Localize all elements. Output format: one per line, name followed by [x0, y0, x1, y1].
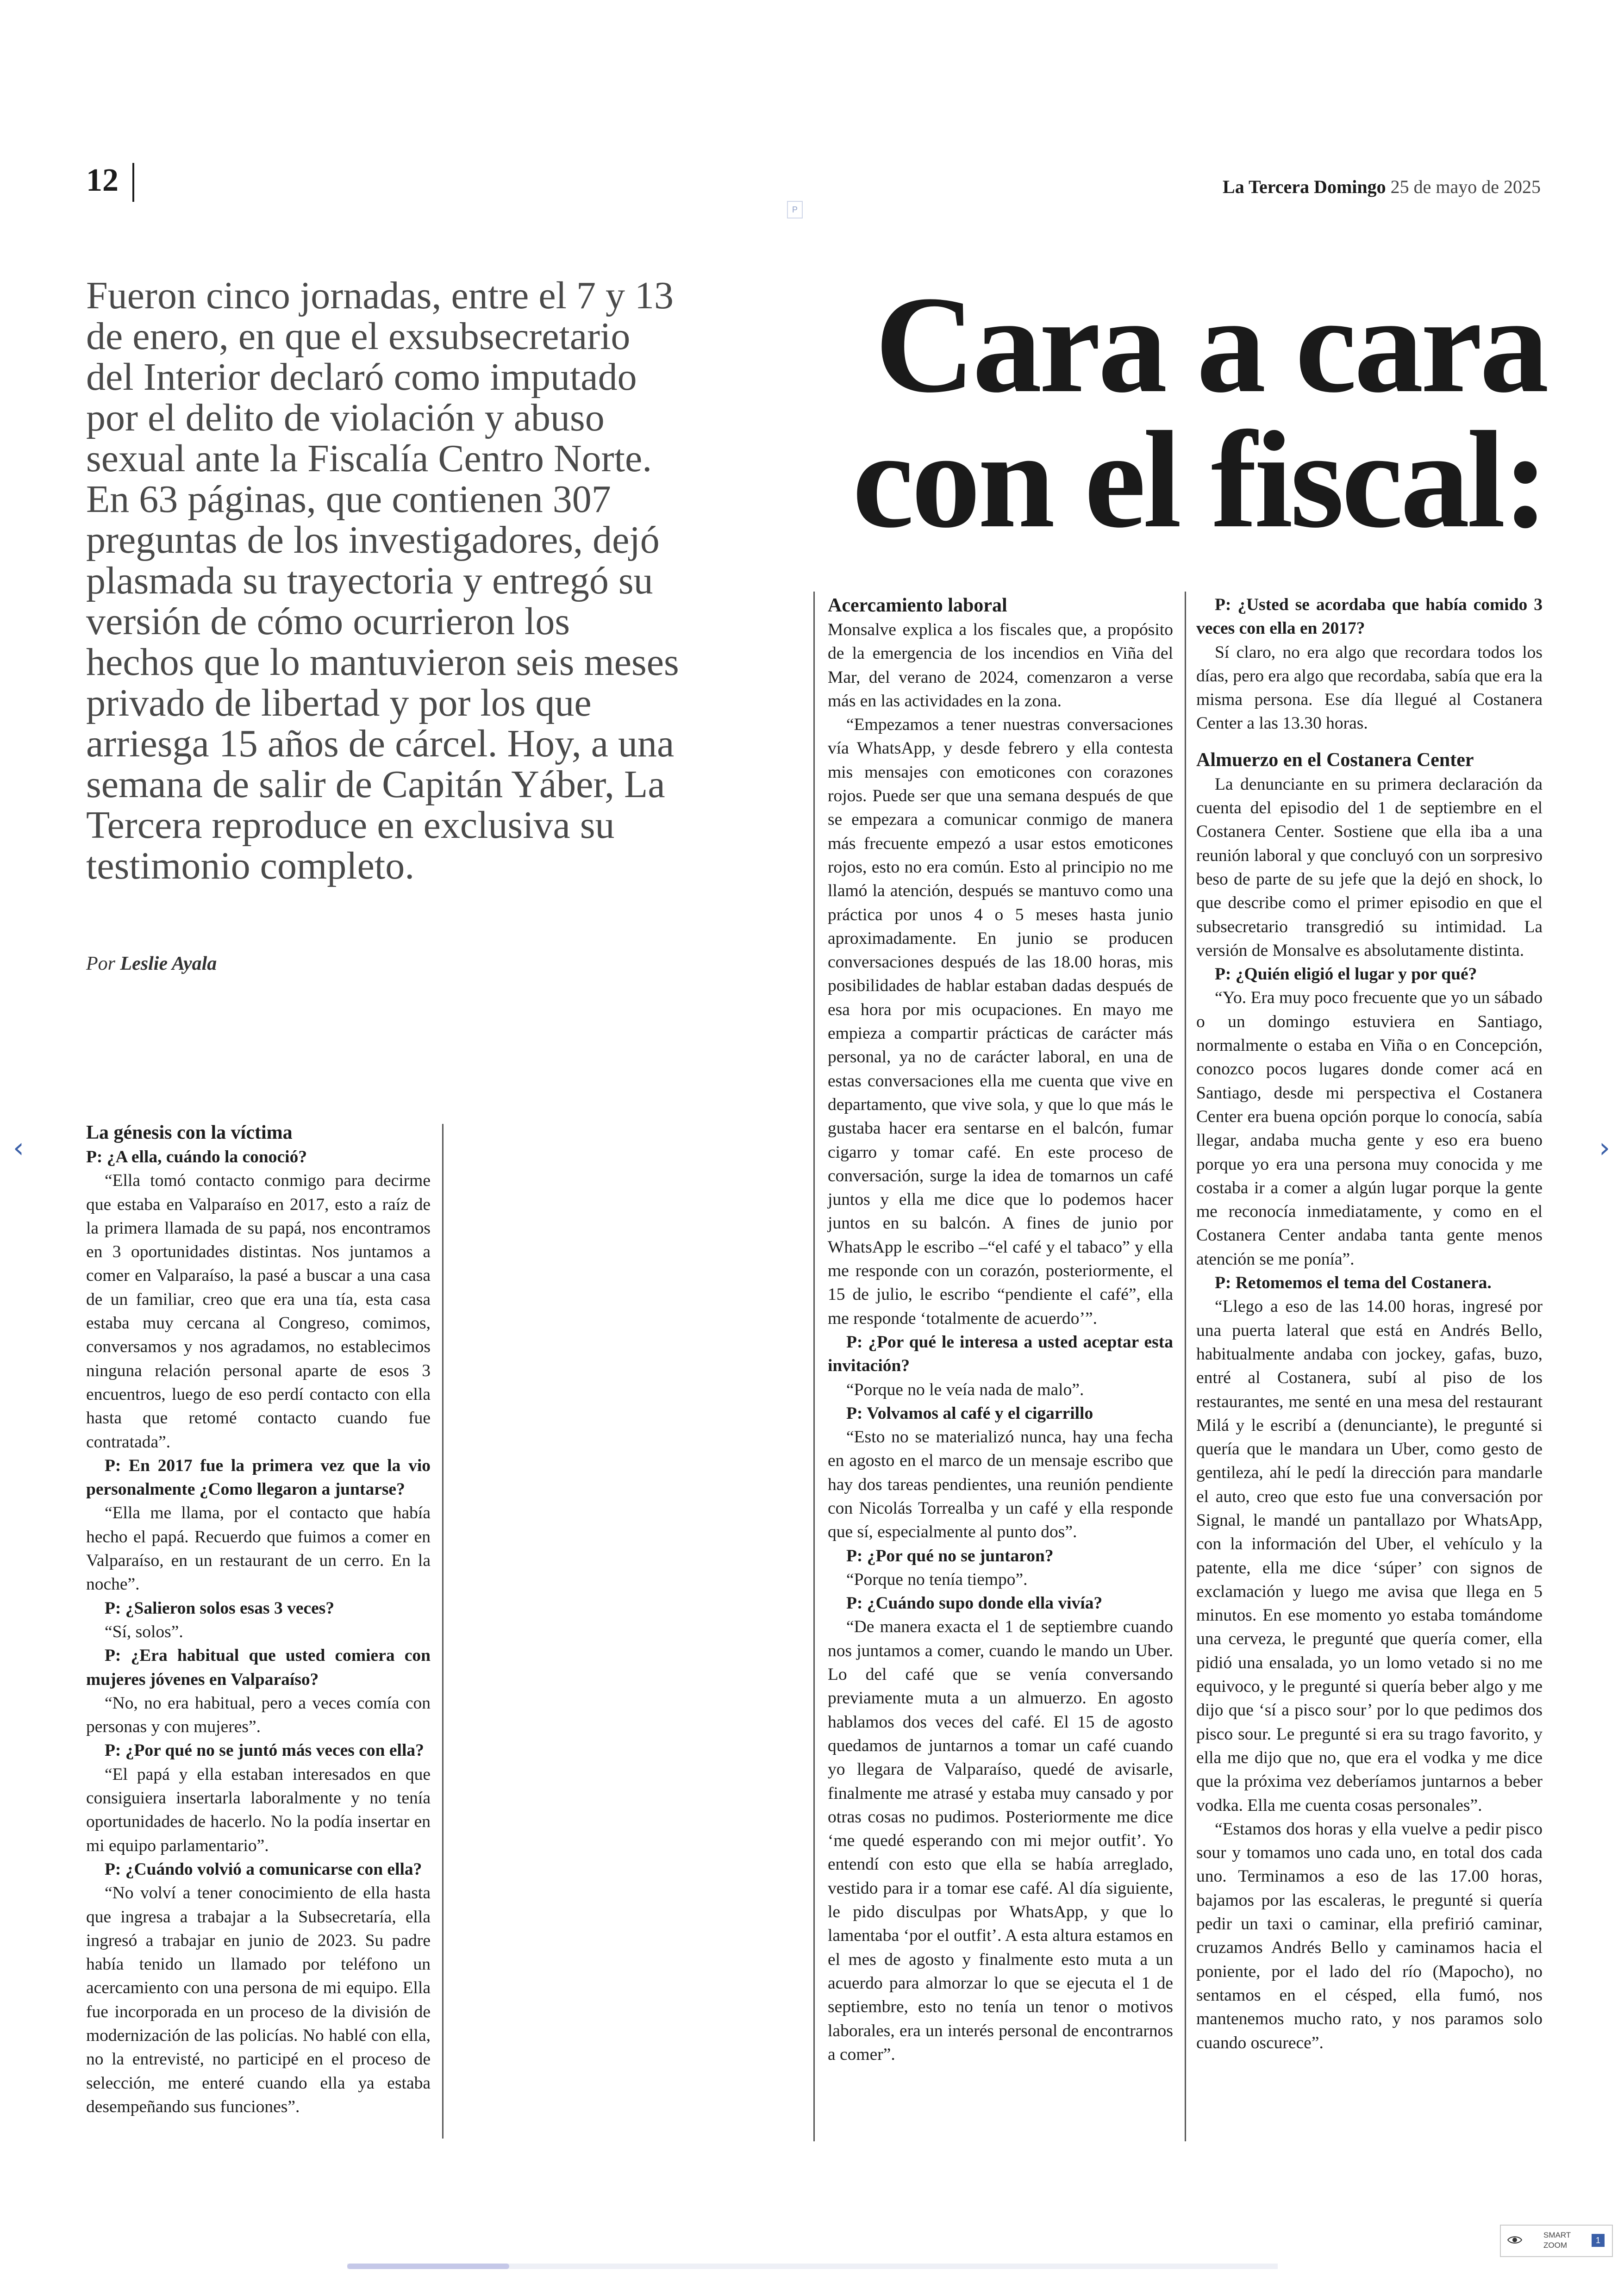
- question: P: ¿Cuándo supo donde ella vivía?: [846, 1594, 1103, 1613]
- paragraph: “De manera exacta el 1 de septiembre cuando nos juntamos a comer, cuando le mando un Uber. Lo del café que se venía conversando previamente muta a un almuerzo. En agosto hablamos dos veces del café. El 15 de agosto quedamos de juntarnos a tomar un café cuando yo llegara de Valparaíso, quedé de avisarle, finalmente me atrasé y estaba muy cansado y por otras cosas no pudimos. Posteriormente me dice ‘me quedé esperando con mi mejor outfit’. Yo entendí con esto que ella se había arreglado, vestido para ir a tomar ese café. Al día siguiente, le pido disculpas por WhatsApp, y que lo lamentaba ‘por el outfit’. A esta altura estamos en el mes de agosto y finalmente esto muta a un acuerdo para almorzar lo que se ejecuta el 1 de septiembre, esto no tenía un tenor o motivos laborales, era un interés personal de encontrarnos a comer”.: [828, 1617, 1173, 2064]
- question: P: Retomemos el tema del Costanera.: [1215, 1273, 1492, 1293]
- question: P: ¿Usted se acordaba que había comido 3 veces con ella en 2017?: [1196, 595, 1543, 638]
- page-number-divider: [132, 163, 134, 202]
- paragraph: Sí claro, no era algo que recordara todos los días, pero era algo que recordaba, sabía que era la misma persona. Ese día llegué al Costanera Center a las 13.30 horas.: [1196, 642, 1543, 733]
- paragraph: “Esto no se materializó nunca, hay una fecha en agosto en el marco de un mensaje escribo que hay dos tareas pendientes, una reunión pendiente con Nicolás Torrealba y un café y ella responde que sí, especialmente al punto dos”.: [828, 1428, 1173, 1542]
- subheading: Almuerzo en el Costanera Center: [1196, 749, 1474, 771]
- paragraph: “Empezamos a tener nuestras conversaciones vía WhatsApp, y desde febrero y ella contesta mis mensajes con emoticones con corazones rojos. Puede ser que una semana después de que se empezara a comunicar conmigo de manera más frecuente empezó a usar estos emoticones rojos, esto no era común. Esto al principio no me llamó la atención, después se mantuvo como una práctica por unos 4 o 5 meses hasta junio aproximadamente. En junio se producen conversaciones después de las 18.00 horas, mis posibilidades de hablar estaban dadas después de esa hora por mis ocupaciones. En mayo me empieza a compartir prácticas de carácter más personal, ya no de carácter laboral, en una de estas conversaciones ella me cuenta que vive en departamento, que vive sola, y que lo que más le gustaba hacer era sentarse en el balcón, fumar cigarro y tomar café. En este proceso de conversación, surge la idea de tomarnos un café juntos y ella me dice que lo podemos hacer juntos en su balcón. A fines de junio por WhatsApp le escribo –“el café y el tabaco” y ella me responde con un corazón, posteriormente, el 15 de julio, le escribo “pendiente el café”, ella me responde ‘totalmente de acuerdo’”.: [828, 715, 1173, 1328]
- paragraph: “Llego a eso de las 14.00 horas, ingresé por una puerta lateral que está en Andrés Bello, habitualmente andaba con jockey, gafas, buzo, entré al Costanera, subí al piso de los restaurantes, me senté en una mesa del restaurant Milá y le escribí a (denunciante), le pregunté si quería que le mandara un Uber, como gesto de gentileza, ahí le pedí la dirección para mandarle el auto, creo que esto fue una conversación por Signal, le mandé un pantallazo por WhatsApp, con la información del Uber, el vehículo y la patente, ella me dice ‘súper’ con signos de exclamación y luego me avisa que llega en 5 minutos. En ese momento yo estaba tomándome una cerveza, le pregunté que quería comer, ella pidió una ensalada, yo un lomo vetado si no me equivoco, y le pregunté si quería beber algo y me dijo que ‘sí a pisco sour’ por lo que pedimos dos pisco sour. Le pregunté si era su trago favorito, y ella me dijo que no, que era el vodka y me dice que la próxima vez deberíamos juntarnos a beber vodka. Ella me cuenta cosas personales”.: [1196, 1297, 1543, 1815]
- byline-prefix: Por: [86, 953, 115, 974]
- smart-zoom-button[interactable]: [1500, 2225, 1613, 2257]
- smart-zoom-label-line-1: SMART: [1543, 2231, 1571, 2239]
- paragraph: “Ella me llama, por el contacto que había hecho el papá. Recuerdo que fuimos a comer en Valparaíso, en un restaurant de un cerro. En la noche”.: [86, 1503, 431, 1594]
- paragraph: “Ella tomó contacto conmigo para decirme que estaba en Valparaíso en 2017, esto a raíz de la primera llamada de su papá, nos encontramos en 3 oportunidades distintas. Nos juntamos a comer en Valparaíso, la pasé a buscar a una casa de un familiar, creo que era una tía, esta casa estaba muy cercana al Congreso, comimos, conversamos y nos agradamos, no establecimos ninguna relación personal aparte de esos 3 encuentros, luego de eso perdí contacto con ella hasta que retomé contacto cuando fue contratada”.: [86, 1171, 431, 1452]
- paragraph: “Sí, solos”.: [105, 1622, 183, 1641]
- smart-zoom-label-line-2: ZOOM: [1543, 2241, 1567, 2250]
- question: P: ¿Era habitual que usted comiera con mujeres jóvenes en Valparaíso?: [86, 1646, 431, 1689]
- question: P: En 2017 fue la primera vez que la vio personalmente ¿Como llegaron a juntarse?: [86, 1456, 431, 1499]
- paragraph: “Porque no tenía tiempo”.: [846, 1570, 1028, 1589]
- headline-line-1: Cara a cara: [874, 268, 1546, 421]
- masthead: [1223, 175, 1541, 199]
- headline: [796, 268, 1546, 556]
- column-rule: [1185, 592, 1186, 2141]
- question: P: ¿Por qué no se juntó más veces con ella?: [105, 1741, 424, 1760]
- question: P: ¿Cuándo volvió a comunicarse con ella?: [105, 1859, 422, 1879]
- column-rule: [813, 592, 815, 2141]
- subheading: Acercamiento laboral: [828, 595, 1007, 616]
- smart-zoom-label: [1543, 2230, 1571, 2251]
- paragraph: Monsalve explica a los fiscales que, a propósito de la emergencia de los incendios en Viña del Mar, del verano de 2024, comenzaron a verse más en las actividades en la zona.: [828, 620, 1173, 711]
- question: P: ¿Quién eligió el lugar y por qué?: [1215, 965, 1477, 984]
- text-column-3: [1196, 593, 1543, 2055]
- chevron-left-icon[interactable]: ‹: [13, 1132, 24, 1164]
- question: P: ¿Salieron solos esas 3 veces?: [105, 1598, 335, 1618]
- question: P: ¿Por qué no se juntaron?: [846, 1546, 1054, 1565]
- publication-date: 25 de mayo de 2025: [1390, 176, 1541, 197]
- paragraph: “No volví a tener conocimiento de ella hasta que ingresa a trabajar a la Subsecretaría, ella ingresó a trabajar en junio de 2023. Su padre había tenido un llamado por teléfono un acercamiento con una persona de mi equipo. Ella fue incorporada en un proceso de la división de modernización de las policías. No hablé con ella, no la entrevisté, no participé en el proceso de selección, me enteré cuando ella ya estaba desempeñando sus funciones”.: [86, 1883, 431, 2116]
- question: P: ¿Por qué le interesa a usted aceptar esta invitación?: [828, 1332, 1173, 1376]
- chevron-right-icon[interactable]: ›: [1599, 1132, 1610, 1164]
- question: P: ¿A ella, cuándo la conoció?: [86, 1148, 307, 1166]
- page-scroll-thumb[interactable]: [347, 2264, 509, 2269]
- paragraph: La denunciante en su primera declaración da cuenta del episodio del 1 de septiembre en el Costanera Center. Sostiene que ella iba a una reunión laboral y que concluyó con un sorpresivo beso de parte de su jefe que la dejó en shock, lo que describe como el primer episodio en que el subsecretario transgredió su intimidad. La versión de Monsalve es absolutamente distinta.: [1196, 774, 1543, 960]
- page-number: 12: [86, 162, 119, 198]
- publication-name: La Tercera Domingo: [1223, 176, 1386, 197]
- paragraph: “Yo. Era muy poco frecuente que yo un sábado o un domingo estuviera en Santiago, normalmente o estaba en Viña o en Concepción, conozco pocos lugares donde comer acá en Santiago, desde mi perspectiva el Costanera Center era buena opción porque lo conocía, sabía llegar, andaba mucha gente y eso era bueno porque yo era una persona muy conocida y me costaba ir a comer a algún lugar porque la gente me reconocía inmediatamente, y como en el Costanera Center andaba tanta gente menos atención se me ponía”.: [1196, 988, 1543, 1269]
- paragraph: “Estamos dos horas y ella vuelve a pedir pisco sour y tomamos uno cada uno, en total dos cada uno. Terminamos a eso de las 17.00 horas, bajamos por las escaleras, le pregunté si quería pedir un taxi o caminar, ella prefirió caminar, cruzamos Andrés Bello y caminamos hacia el poniente, por el lado del río (Mapocho), no sentamos en el césped, ella fumó, nos mantenemos mucho rato, y nos paramos solo cuando oscurece”.: [1196, 1819, 1543, 2052]
- paragraph: “El papá y ella estaban interesados en que consiguiera insertarla laboralmente y no tenía oportunidades de hacerlo. No la podía insertar en mi equipo parlamentario”.: [86, 1765, 431, 1855]
- paragraph: “No, no era habitual, pero a veces comía con personas y con mujeres”.: [86, 1693, 431, 1737]
- article-deck: Fueron cinco jornadas, entre el 7 y 13 de enero, en que el exsubsecretario del Interior declaró como imputado por el delito de violación y abuso sexual ante la Fiscalía Centro Norte. En 63 páginas, que contienen 307 preguntas de los investigadores, dejó plasmada su trayectoria y entregó su versión de cómo ocurrieron los hechos que lo mantuvieron seis meses privado de libertad y por los que arriesga 15 años de cárcel. Hoy, a una semana de salir de Capitán Yáber, La Tercera reproduce en exclusiva su testimonio completo.: [86, 274, 679, 887]
- eye-icon: [1507, 2235, 1522, 2245]
- byline-author: Leslie Ayala: [120, 953, 217, 974]
- text-column-2: [828, 593, 1173, 2066]
- page-count-badge: 1: [1592, 2234, 1605, 2247]
- byline: [86, 950, 217, 978]
- text-column-1: [86, 1120, 431, 2119]
- question: P: Volvamos al café y el cigarrillo: [846, 1403, 1093, 1423]
- paragraph: “Porque no le veía nada de malo”.: [846, 1380, 1084, 1399]
- page-marker[interactable]: P: [787, 201, 803, 218]
- headline-line-2: con el fiscal:: [852, 403, 1546, 556]
- column-rule: [442, 1124, 443, 2139]
- subheading: La génesis con la víctima: [86, 1122, 293, 1143]
